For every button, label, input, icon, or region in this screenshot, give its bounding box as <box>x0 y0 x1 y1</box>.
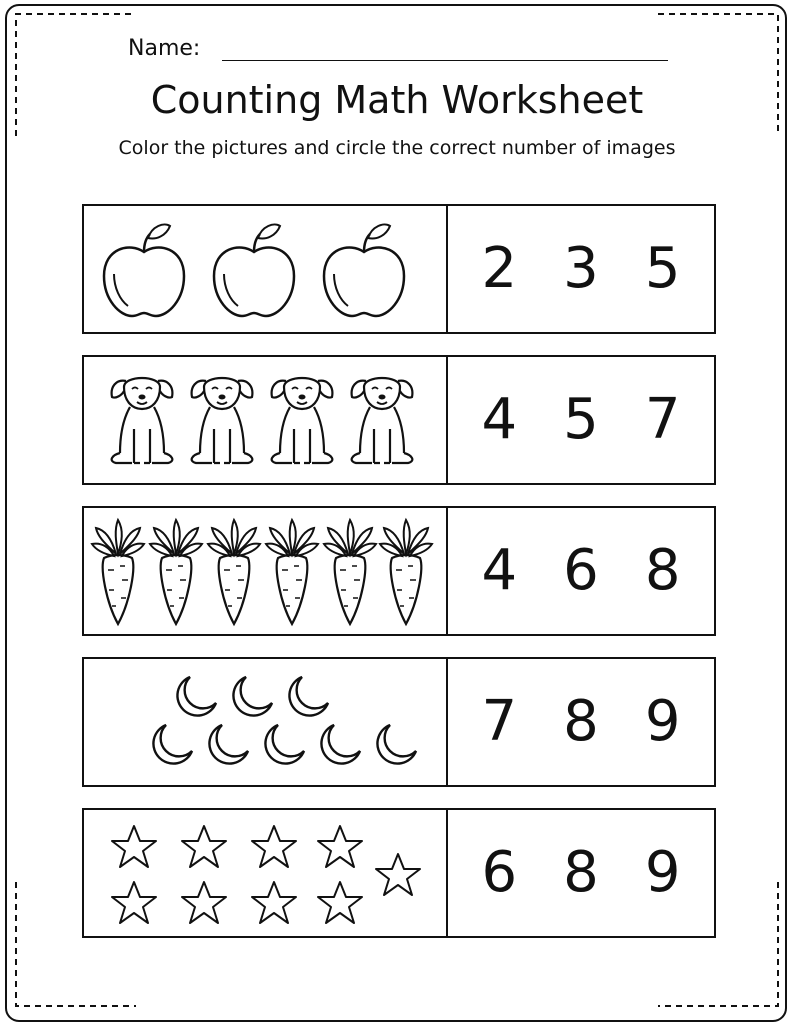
moon-icon <box>233 677 272 716</box>
carrot-icon <box>150 520 202 624</box>
moon-icon <box>209 725 248 764</box>
number-option[interactable]: 5 <box>563 387 599 452</box>
star-icon <box>376 854 420 895</box>
star-icon <box>318 826 362 867</box>
number-option[interactable]: 7 <box>481 689 518 754</box>
picture-box[interactable] <box>82 355 448 485</box>
instructions: Color the pictures and circle the correct number of images <box>118 137 676 159</box>
carrot-icon <box>324 520 376 624</box>
row-stars <box>82 808 716 938</box>
number-option[interactable]: 8 <box>563 840 599 905</box>
star-icon <box>252 882 296 923</box>
dog-icon <box>112 378 173 463</box>
number-option[interactable]: 4 <box>481 538 518 603</box>
picture-box[interactable] <box>82 808 448 938</box>
moon-icon <box>177 677 216 716</box>
number-option[interactable]: 9 <box>644 689 681 754</box>
page-title: Counting Math Worksheet <box>150 78 644 122</box>
row-moons <box>82 657 716 787</box>
apple-icon <box>214 225 294 317</box>
number-options <box>446 808 716 938</box>
number-option[interactable]: 9 <box>644 840 681 905</box>
number-option[interactable]: 5 <box>644 236 681 301</box>
picture-box[interactable] <box>82 204 448 334</box>
number-option[interactable]: 8 <box>644 538 681 603</box>
number-option[interactable]: 2 <box>481 236 518 301</box>
number-option[interactable]: 6 <box>563 538 599 603</box>
moon-icon <box>265 725 304 764</box>
number-option[interactable]: 4 <box>481 387 518 452</box>
carrot-icon <box>92 520 144 624</box>
dog-icon <box>192 378 253 463</box>
picture-box[interactable] <box>82 506 448 636</box>
number-options <box>446 204 716 334</box>
carrot-icon <box>208 520 260 624</box>
number-option[interactable]: 7 <box>644 387 681 452</box>
carrot-icon <box>380 520 432 624</box>
number-options <box>446 355 716 485</box>
star-icon <box>182 826 226 867</box>
row-dogs <box>82 355 716 485</box>
star-icon <box>112 826 156 867</box>
moon-icon <box>321 725 360 764</box>
number-option[interactable]: 8 <box>563 689 599 754</box>
number-options <box>446 506 716 636</box>
name-label: Name: <box>128 36 201 61</box>
carrot-icon <box>266 520 318 624</box>
star-icon <box>318 882 362 923</box>
row-apples <box>82 204 716 334</box>
star-icon <box>112 882 156 923</box>
number-options <box>446 657 716 787</box>
row-carrots <box>82 506 716 636</box>
star-icon <box>252 826 296 867</box>
dog-icon <box>272 378 333 463</box>
apple-icon <box>104 225 184 317</box>
dog-icon <box>352 378 413 463</box>
moon-icon <box>377 725 416 764</box>
name-input-line[interactable] <box>222 60 668 61</box>
star-icon <box>182 882 226 923</box>
number-option[interactable]: 6 <box>481 840 518 905</box>
apple-icon <box>324 225 404 317</box>
moon-icon <box>289 677 328 716</box>
moon-icon <box>153 725 192 764</box>
picture-box[interactable] <box>82 657 448 787</box>
number-option[interactable]: 3 <box>563 236 599 301</box>
